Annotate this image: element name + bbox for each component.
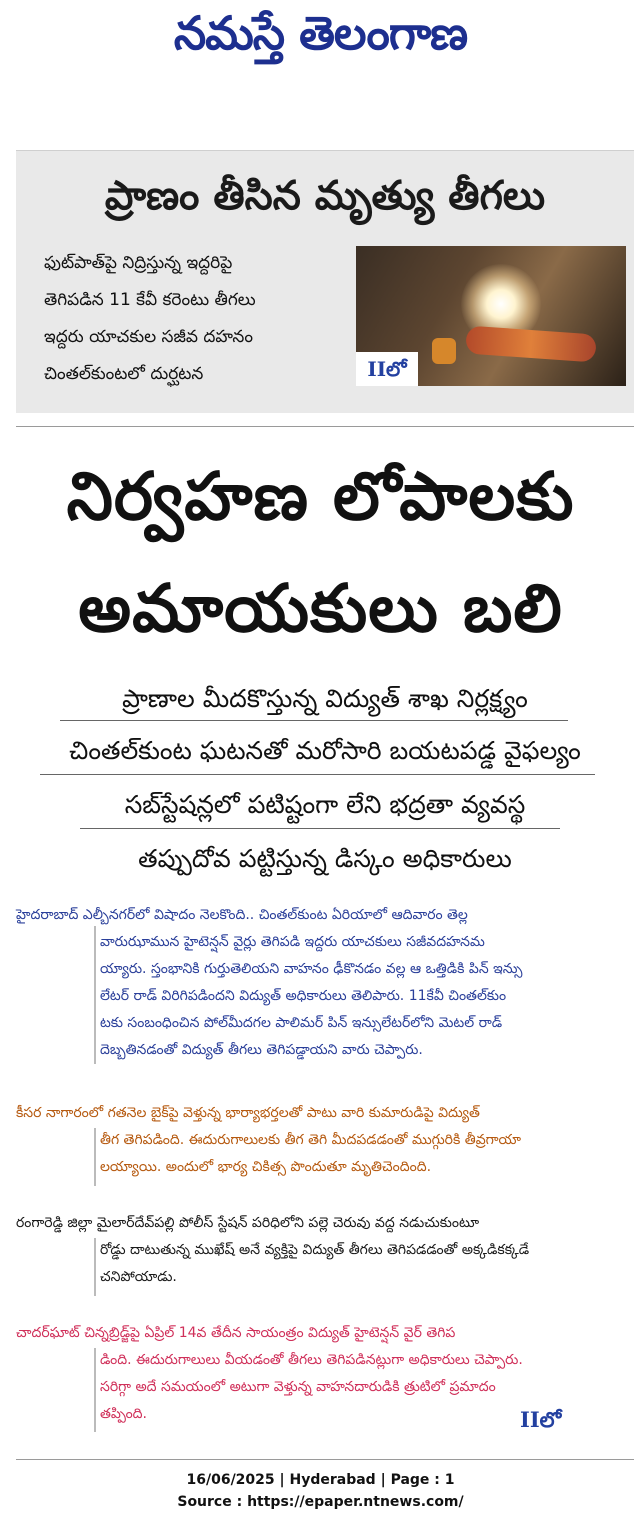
paragraph-line: చనిపోయాడు.	[100, 1269, 177, 1285]
blanket-shape	[465, 325, 597, 362]
news-paragraph	[16, 1210, 616, 1291]
paragraph-line: చాదర్‌ఘాట్ చిన్నబ్రిడ్జ్‌పై ఏప్రిల్ 14వ తేదీన సాయంత్రం విద్యుత్ హైటెన్షన్ వైర్ తెగిప	[16, 1325, 456, 1341]
top-story-bullet: తెగిపడిన 11 కేవీ కరెంటు తీగలు	[44, 290, 256, 310]
paragraph-line: హైదరాబాద్ ఎల్బీనగర్‌లో విషాదం నెలకొంది.. చింతల్‌కుంట ఏరియాలో ఆదివారం తెల్ల	[16, 907, 468, 923]
subhead: తప్పుదోవ పట్టిస్తున్న డిస్కం అధికారులు	[138, 844, 512, 873]
top-story-bullets	[44, 245, 344, 393]
paragraph-line: య్యారు. స్తంభానికి గుర్తుతెలియని వాహనం ఢీకొనడం వల్ల ఆ ఒత్తిడికి పిన్ ఇన్సు	[100, 961, 523, 977]
top-story-headline: ప్రాణం తీసిన మృత్యు తీగలు	[104, 173, 546, 219]
continued-tag[interactable]: IIలో	[356, 352, 418, 386]
news-paragraph	[16, 902, 616, 1064]
subhead: ప్రాణాల మీదకొస్తున్న విద్యుత్ శాఖ నిర్లక్ష్యం	[122, 684, 528, 713]
paragraph-line: టకు సంబంధించిన పోల్‌మీదగల పాలిమర్ పిన్ ఇన్సులేటర్‌లోని మెటల్ రాడ్	[100, 1015, 503, 1031]
masthead-logo: నమస్తే తెలంగాణ	[173, 6, 468, 60]
continued-tag[interactable]: IIలో	[520, 1407, 562, 1432]
top-story-box	[16, 150, 634, 413]
footer-divider	[16, 1459, 634, 1460]
section-divider	[16, 426, 634, 427]
paragraph-line: లయ్యాయి. అందులో భార్య చికిత్స పొందుతూ మృతిచెందింది.	[100, 1159, 432, 1175]
paragraph-line: లేటర్ రాడ్ విరిగిపడిందని విద్యుత్ అధికారులు తెలిపారు. 11కేవీ చింతల్‌కుం	[100, 988, 507, 1004]
top-story-bullet: ఇద్దరు యాచకుల సజీవ దహనం	[44, 327, 253, 347]
footer-date-line: 16/06/2025 | Hyderabad | Page : 1	[186, 1472, 455, 1488]
fire-photo	[356, 246, 626, 386]
subhead-underline	[60, 720, 568, 721]
subhead: చింతల్‌కుంట ఘటనతో మరోసారి బయటపడ్డ వైఫల్యం	[69, 736, 581, 765]
pot-shape	[432, 338, 456, 364]
main-headline-line1: నిర్వహణ లోపాలకు	[66, 458, 575, 535]
paragraph-line: దెబ్బతినడంతో విద్యుత్ తీగలు తెగిపడ్డాయని వారు చెప్పారు.	[100, 1042, 423, 1058]
main-headline-line2: అమాయకులు బలి	[78, 570, 563, 647]
paragraph-line: కీసర నాగారంలో గతనెల బైక్‌పై వెళ్తున్న భార్యాభర్తలతో పాటు వారి కుమారుడిపై విద్యుత్	[16, 1105, 480, 1121]
paragraph-line: డింది. ఈదురుగాలులు వీయడంతో తీగలు తెగిపడినట్లుగా అధికారులు చెప్పారు.	[100, 1352, 523, 1368]
footer-source-line: Source : https://epaper.ntnews.com/	[177, 1494, 464, 1510]
top-story-bullet: చింతల్‌కుంటలో దుర్ఘటన	[44, 364, 204, 384]
top-story-bullet: ఫుట్‌పాత్‌పై నిద్రిస్తున్న ఇద్దరిపై	[44, 253, 233, 273]
paragraph-line: తప్పింది.	[100, 1406, 148, 1422]
subhead-underline	[80, 828, 560, 829]
subhead-underline	[40, 774, 595, 775]
paragraph-line: రోడ్డు దాటుతున్న ముఖేష్ అనే వ్యక్తిపై విద్యుత్ తీగలు తెగిపడడంతో అక్కడికక్కడే	[100, 1242, 530, 1258]
paragraph-line: వారుఝామున హైటెన్షన్ వైర్లు తెగిపడి ఇద్దరు యాచకులు సజీవదహనమ	[100, 934, 485, 950]
paragraph-line: సరిగ్గా అదే సమయంలో అటుగా వెళ్తున్న వాహనదారుడికి త్రుటిలో ప్రమాదం	[100, 1379, 496, 1395]
paragraph-line: రంగారెడ్డి జిల్లా మైలార్‌దేవ్‌పల్లి పోలీస్ స్టేషన్ పరిధిలోని పల్లె చెరువు వద్ద నడుచుకుంటూ	[16, 1215, 480, 1231]
paragraph-line: తీగ తెగిపడింది. ఈదురుగాలులకు తీగ తెగి మీదపడడంతో ముగ్గురికి తీవ్రగాయా	[100, 1132, 522, 1148]
news-paragraph	[16, 1100, 616, 1181]
subhead: సబ్‌స్టేషన్లలో పటిష్టంగా లేని భద్రతా వ్యవస్థ	[124, 790, 526, 819]
